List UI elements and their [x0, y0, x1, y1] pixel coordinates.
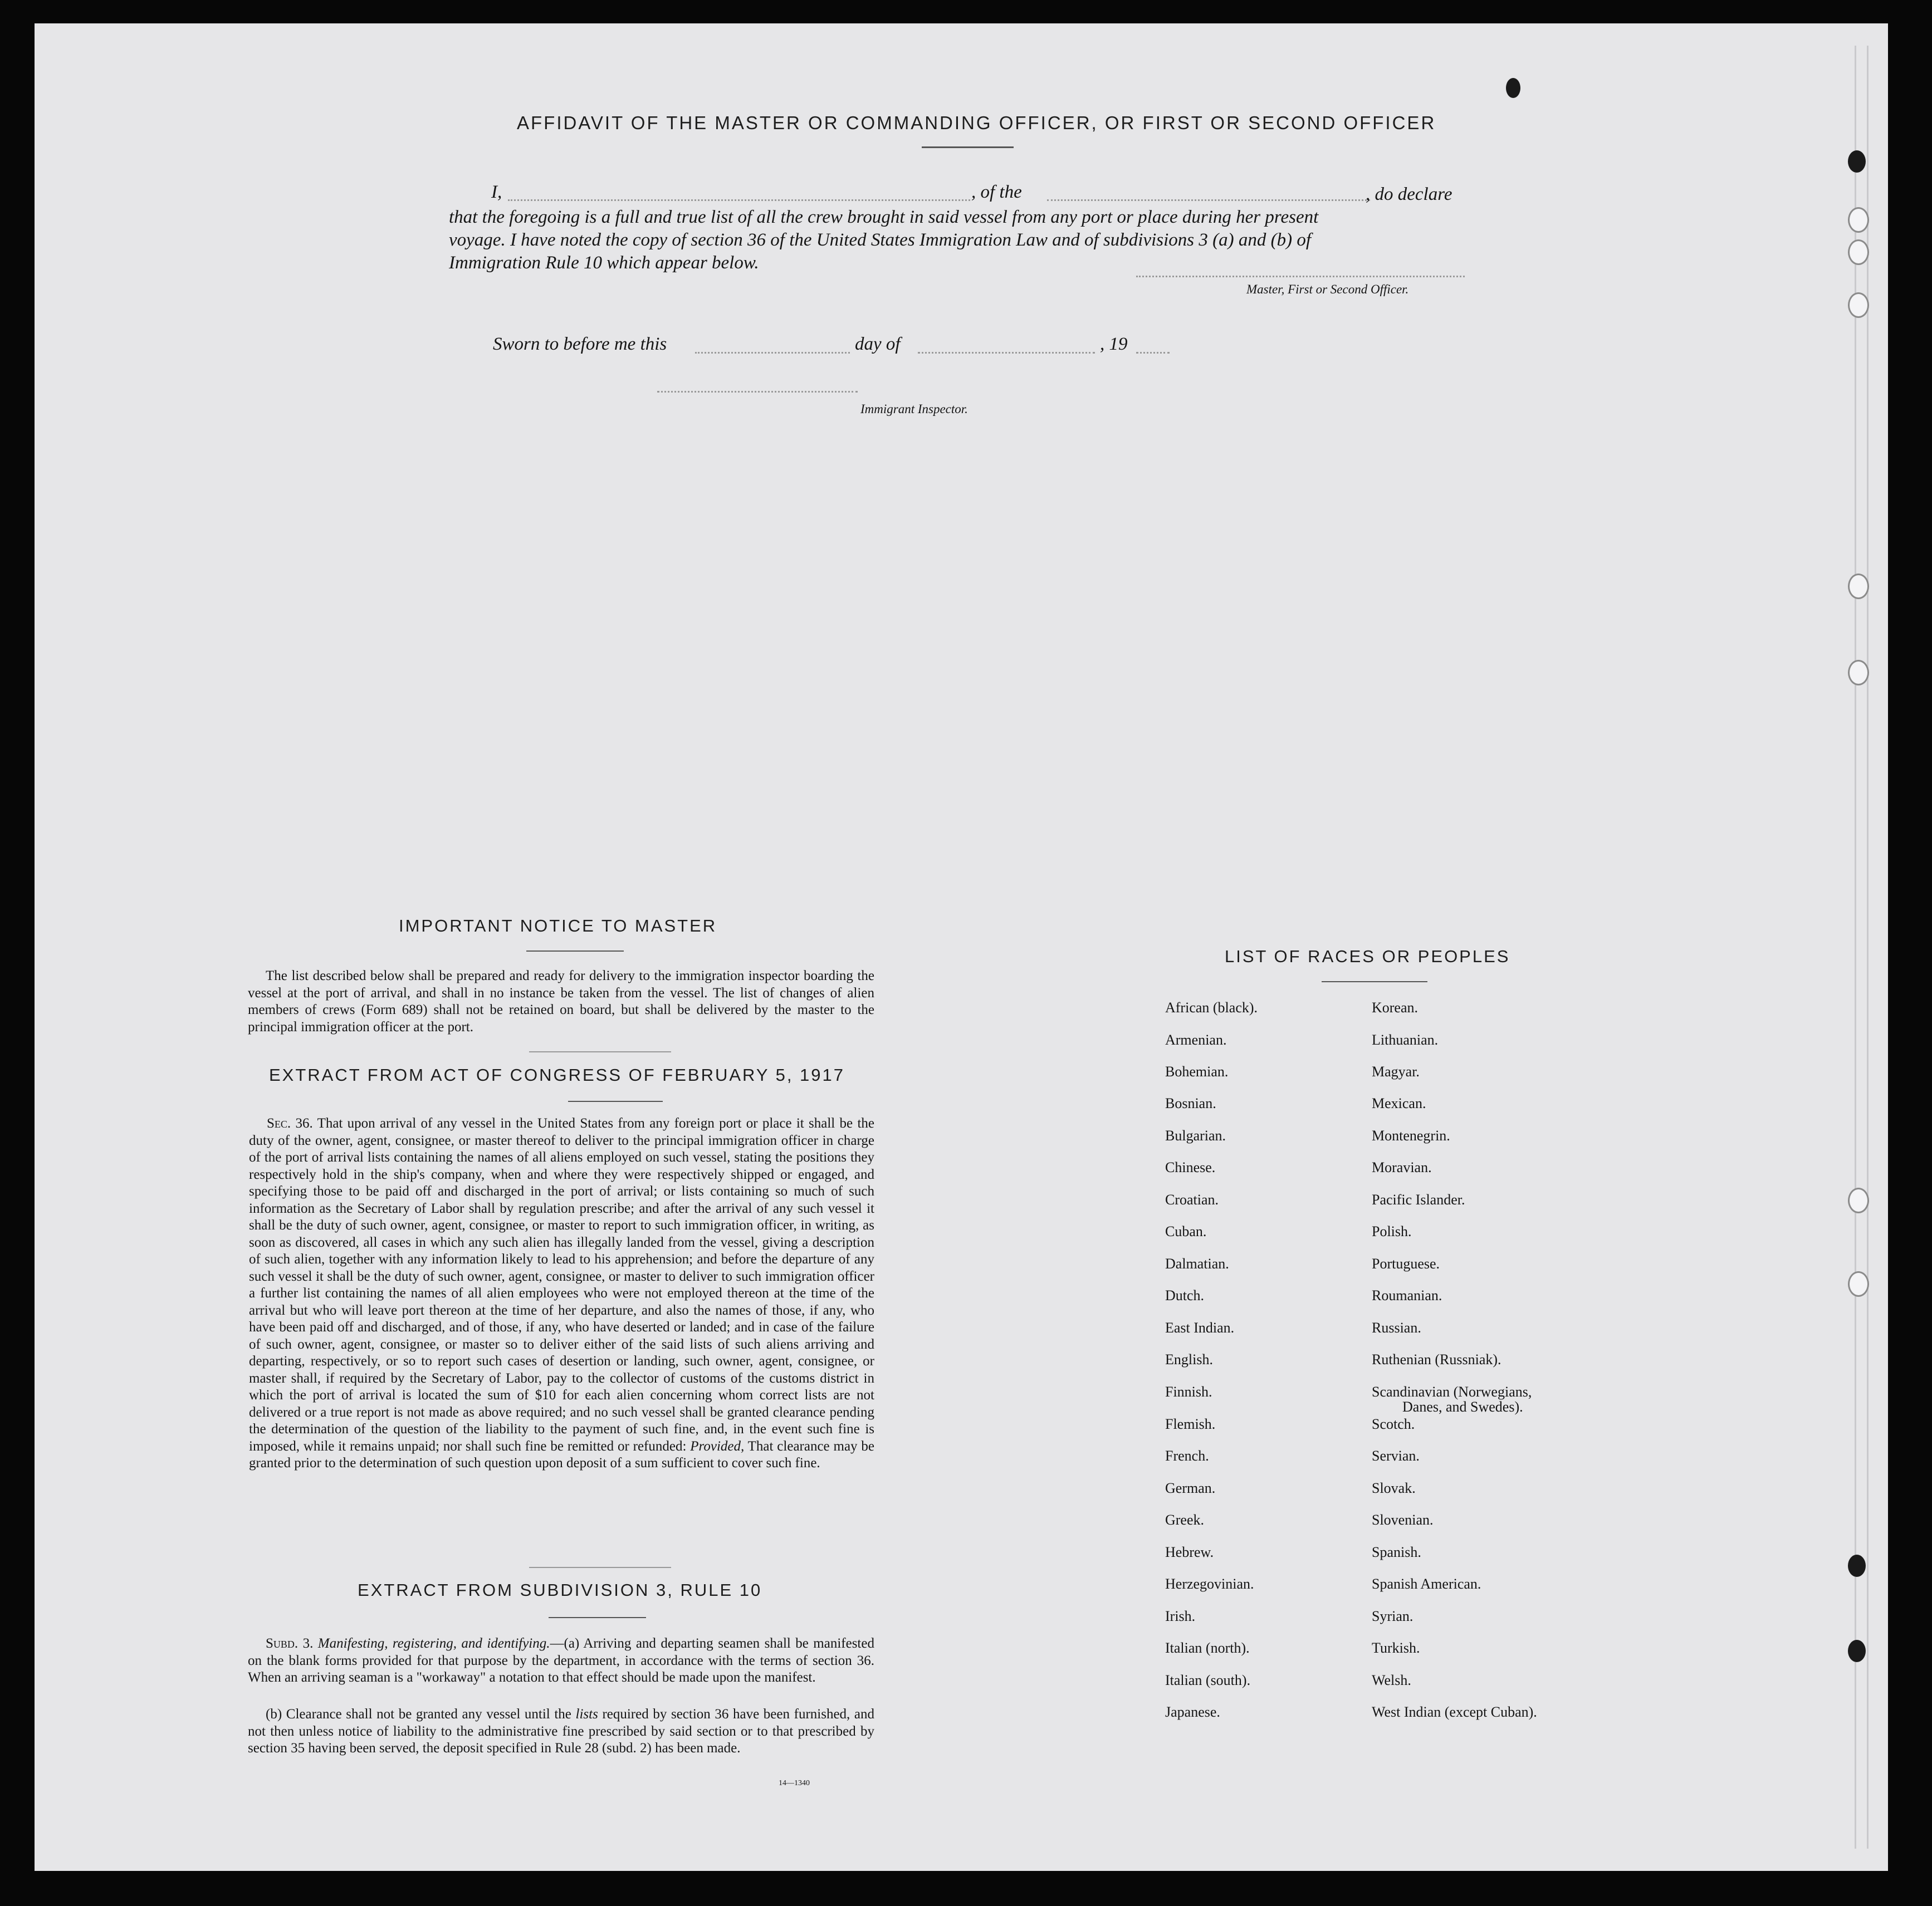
- race-item: Dutch.: [1165, 1287, 1205, 1304]
- rule-para-b: [248, 1706, 874, 1757]
- notice-title: IMPORTANT NOTICE TO MASTER: [399, 916, 717, 935]
- race-item: Bulgarian.: [1165, 1128, 1226, 1144]
- document-page: [35, 23, 1888, 1871]
- form-number: 14—1340: [779, 1779, 810, 1787]
- race-item: Magyar.: [1372, 1064, 1420, 1080]
- affidavit-line: voyage. I have noted the copy of section 36 of the United States Immigration Law and of subdivisions 3 (a) and (b) of: [449, 230, 1312, 250]
- signature-caption: Master, First or Second Officer.: [1246, 282, 1409, 296]
- para-b-text: (b) Clearance shall not be granted any vessel until the: [266, 1707, 576, 1722]
- races-title: LIST OF RACES OR PEOPLES: [1225, 947, 1510, 966]
- notice-text: The list described below shall be prepared and ready for delivery to the immigration inspector boarding the vessel at the port of arrival, and shall in no instance be taken from the vessel. The list of changes of alien members of crews (Form 689) shall not be retained on board, but shall be delivered by the master to the principal immigration officer at the port.: [248, 968, 874, 1035]
- vessel-name-field[interactable]: [1047, 199, 1370, 201]
- race-item: East Indian.: [1165, 1320, 1235, 1336]
- race-item: Japanese.: [1165, 1704, 1220, 1720]
- race-item: Portuguese.: [1372, 1256, 1440, 1272]
- divider: [526, 950, 624, 952]
- sworn-year-field[interactable]: [1136, 352, 1170, 354]
- subd-text: —(a) Arriving and departing seamen shall be manifested on the blank forms provided for that purpose by the department, in accordance with the terms of section 36. When an arriving seaman is a "workaway" a notation to that effect should be made upon the manifest.: [248, 1636, 874, 1685]
- race-item: Hebrew.: [1165, 1544, 1214, 1560]
- race-item: Turkish.: [1372, 1640, 1420, 1656]
- rule-title: EXTRACT FROM SUBDIVISION 3, RULE 10: [358, 1580, 762, 1600]
- race-item: Irish.: [1165, 1608, 1196, 1624]
- race-item: Chinese.: [1165, 1159, 1216, 1175]
- race-item: Russian.: [1372, 1320, 1421, 1336]
- divider: [568, 1101, 663, 1102]
- master-signature-field[interactable]: [1136, 276, 1465, 277]
- binder-hole-icon: [1848, 1555, 1866, 1577]
- binder-hole-icon: [1848, 1271, 1869, 1297]
- act-section-text: [249, 1115, 874, 1472]
- rule-para-a: [248, 1635, 874, 1687]
- binder-hole-icon: [1848, 207, 1869, 233]
- race-item: Finnish.: [1165, 1384, 1212, 1400]
- divider: [529, 1567, 671, 1568]
- binder-hole-icon: [1848, 660, 1869, 685]
- race-item: African (black).: [1165, 999, 1258, 1016]
- binder-hole-icon: [1848, 574, 1869, 599]
- race-item: Slovenian.: [1372, 1512, 1434, 1528]
- race-item: Herzegovinian.: [1165, 1576, 1254, 1592]
- race-item: Ruthenian (Russniak).: [1372, 1351, 1501, 1368]
- affiant-name-field[interactable]: [508, 199, 970, 201]
- act-body: That upon arrival of any vessel in the United States from any foreign port or place it shall be the duty of the owner, agent, consignee, or master thereof to deliver to the principal immigration officer in charge of the port of arrival lists containing the names of all aliens employed on such vessel, stating the positions they respectively hold in the ship's company, when and where they were respectively shipped or engaged, and specifying those to be paid off and discharged in the port of arrival; or lists containing so much of such information as the Secretary of Labor shall by regulation prescribe; and after the arrival of any such vessel it shall be the duty of such owner, agent, consignee, or master to report to such immigration officer, in writing, as soon as discovered, all cases in which any such alien has illegally landed from the vessel, giving a description of such alien, together with any information likely to lead to his apprehension; and before the departure of any such vessel it shall be the duty of such owner, agent, consignee, or master to deliver to such immigration officer a further list containing the names of all alien employees who were not employed thereon at the time of the arrival but who will leave port thereon at the time of her departure, and also the names of those, if any, who have been paid off and discharged, and of those, if any, who have deserted or landed; and in case of the failure of such owner, agent, consignee, or master so to deliver either of the said lists of such aliens arriving and departing, respectively, or so to report such cases of desertion or landing, such owner, agent, consignee, or master shall, if required by the Secretary of Labor, pay to the collector of customs of the customs district in which the port of arrival is located the sum of $10 for each alien concerning whom correct lists are not delivered or a true report is not made as above required; and no such vessel shall be granted clearance pending the determination of the question of the liability to the payment of such fine, and, in the event such fine is imposed, while it remains unpaid; nor shall such fine be remitted or refunded:: [249, 1116, 874, 1454]
- race-item: Armenian.: [1165, 1032, 1227, 1048]
- race-item: Croatian.: [1165, 1192, 1219, 1208]
- race-item: German.: [1165, 1480, 1216, 1496]
- race-item: Cuban.: [1165, 1223, 1207, 1239]
- race-item: Flemish.: [1165, 1416, 1216, 1432]
- act-title: EXTRACT FROM ACT OF CONGRESS OF FEBRUARY 5, 1917: [269, 1065, 845, 1085]
- divider: [1322, 981, 1427, 982]
- binder-hole-icon: [1848, 239, 1869, 265]
- provided-word: Provided,: [690, 1438, 745, 1454]
- race-item: Spanish.: [1372, 1544, 1421, 1560]
- para-b-text-end: required by section 36 have been furnished, and not then unless notice of liability to the administrative fine prescribed by said section or to that prescribed by section 35 having been served, the deposit specified in Rule 28 (subd. 2) has been made.: [248, 1707, 874, 1756]
- race-item: Dalmatian.: [1165, 1256, 1229, 1272]
- affiant-label: I,: [491, 182, 502, 202]
- subd-heading: Manifesting, registering, and identifying.: [317, 1636, 550, 1651]
- sworn-label: Sworn to before me this: [493, 334, 667, 354]
- race-item: West Indian (except Cuban).: [1372, 1704, 1537, 1720]
- binder-hole-icon: [1506, 78, 1520, 98]
- race-item: English.: [1165, 1351, 1213, 1368]
- affidavit-line: that the foregoing is a full and true list of all the crew brought in said vessel from any port or place during her present: [449, 207, 1319, 227]
- divider: [549, 1617, 646, 1618]
- act-body-end: That clearance may be granted prior to the determination of such question upon deposit of a sum sufficient to cover such fine.: [249, 1438, 874, 1471]
- race-item: Montenegrin.: [1372, 1128, 1450, 1144]
- race-item: Servian.: [1372, 1448, 1420, 1464]
- race-item: Moravian.: [1372, 1159, 1432, 1175]
- inspector-caption: Immigrant Inspector.: [860, 402, 968, 416]
- year-label: , 19: [1100, 334, 1128, 354]
- race-item: Spanish American.: [1372, 1576, 1481, 1592]
- race-item: Roumanian.: [1372, 1287, 1442, 1304]
- lists-word: lists: [575, 1707, 598, 1722]
- race-item: Mexican.: [1372, 1095, 1426, 1111]
- binder-hole-icon: [1848, 292, 1869, 318]
- of-the-label: , of the: [971, 182, 1022, 202]
- subd-label: Subd. 3.: [266, 1636, 314, 1651]
- day-of-label: day of: [855, 334, 901, 354]
- race-item: Greek.: [1165, 1512, 1205, 1528]
- inspector-signature-field[interactable]: [657, 391, 858, 393]
- race-item: Danes, and Swedes).: [1402, 1399, 1523, 1415]
- binder-hole-icon: [1848, 1640, 1866, 1662]
- sworn-month-field[interactable]: [918, 352, 1095, 354]
- binder-hole-icon: [1848, 150, 1866, 173]
- declare-label: , do declare: [1366, 184, 1452, 204]
- race-item: Syrian.: [1372, 1608, 1413, 1624]
- race-item: Slovak.: [1372, 1480, 1416, 1496]
- page-edge: [1867, 46, 1869, 1849]
- race-item: Italian (south).: [1165, 1672, 1251, 1688]
- race-item: Italian (north).: [1165, 1640, 1250, 1656]
- race-item: French.: [1165, 1448, 1209, 1464]
- affidavit-line: Immigration Rule 10 which appear below.: [449, 253, 759, 273]
- race-item: Polish.: [1372, 1223, 1412, 1239]
- sworn-day-field[interactable]: [695, 352, 850, 354]
- race-item: Lithuanian.: [1372, 1032, 1439, 1048]
- divider: [922, 146, 1014, 148]
- race-item: Bohemian.: [1165, 1064, 1229, 1080]
- affidavit-title: AFFIDAVIT OF THE MASTER OR COMMANDING OFFICER, OR FIRST OR SECOND OFFICER: [517, 112, 1436, 133]
- race-item: Scandinavian (Norwegians,: [1372, 1384, 1532, 1400]
- race-item: Welsh.: [1372, 1672, 1411, 1688]
- race-item: Korean.: [1372, 999, 1419, 1016]
- race-item: Pacific Islander.: [1372, 1192, 1465, 1208]
- race-item: Bosnian.: [1165, 1095, 1216, 1111]
- section-label: Sec. 36.: [267, 1116, 313, 1131]
- divider: [529, 1051, 671, 1052]
- race-item: Scotch.: [1372, 1416, 1415, 1432]
- binder-hole-icon: [1848, 1188, 1869, 1213]
